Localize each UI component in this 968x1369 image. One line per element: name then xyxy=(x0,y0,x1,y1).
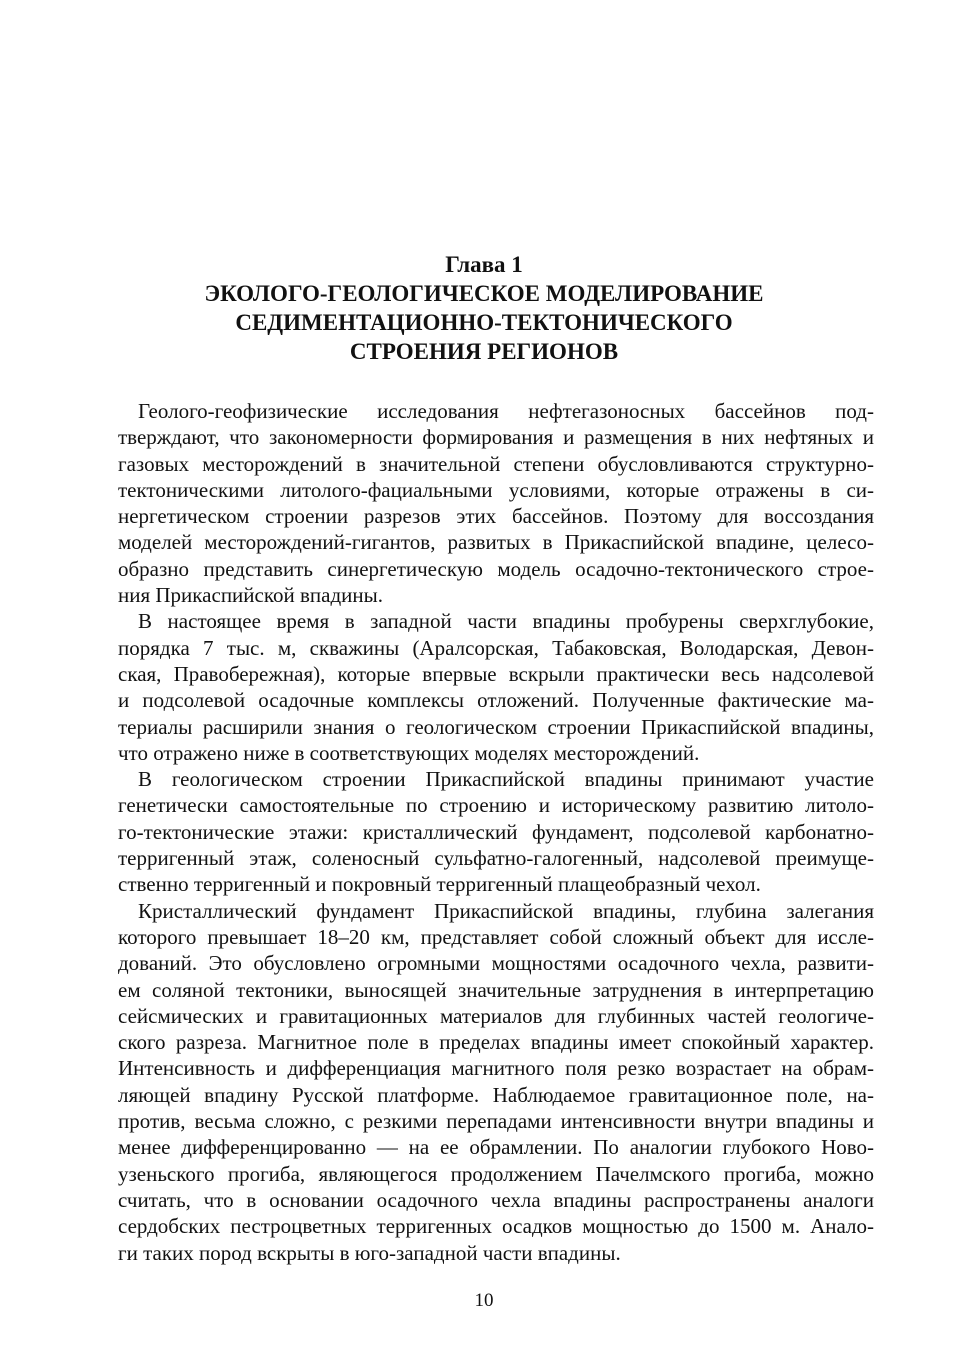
text-line: которого превышает 18–20 км, представляет собой сложный объект для иссле- xyxy=(118,924,874,949)
text-line: В геологическом строении Прикаспийской впадины принимают участие xyxy=(138,767,874,792)
text-line: моделей месторождений-гигантов, развитых в Прикаспийской впадине, целесо- xyxy=(118,530,874,555)
chapter-title-line: СЕДИМЕНТАЦИОННО-ТЕКТОНИЧЕСКОГО xyxy=(235,310,733,335)
text-line: го-тектонические этажи: кристаллический фундамент, подсолевой карбонатно- xyxy=(118,819,874,844)
text-line: и подсолевой осадочные комплексы отложений. Полученные фактические ма- xyxy=(118,688,874,713)
chapter-title-line: СТРОЕНИЯ РЕГИОНОВ xyxy=(349,339,619,364)
text-line: ственно терригенный и покровный терригенный плащеобразный чехол. xyxy=(118,872,761,897)
text-line: ляющей впадину Русской платформе. Наблюдаемое гравитационное поле, на- xyxy=(118,1082,874,1107)
chapter-number: Глава 1 xyxy=(445,252,523,277)
text-line: Кристаллический фундамент Прикаспийской впадины, глубина залегания xyxy=(138,898,874,923)
text-line: Геолого-геофизические исследования нефтегазоносных бассейнов под- xyxy=(138,399,874,423)
text-line: что отражено ниже в соответствующих моделях месторождений. xyxy=(118,740,700,765)
chapter-title-line: ЭКОЛОГО-ГЕОЛОГИЧЕСКОЕ МОДЕЛИРОВАНИЕ xyxy=(204,281,764,306)
text-line: дований. Это обусловлено огромными мощностями осадочного чехла, развити- xyxy=(118,951,874,976)
text-line: ния Прикаспийской впадины. xyxy=(118,583,383,608)
text-line: ского разреза. Магнитное поле в пределах впадины имеет спокойный характер. xyxy=(118,1030,874,1055)
text-line: менее дифференцированно — на ее обрамлении. По аналогии глубокого Ново- xyxy=(118,1135,874,1160)
text-line: узеньского прогиба, являющегося продолжением Пачелмского прогиба, можно xyxy=(118,1161,874,1186)
text-line: терригенный этаж, соленосный сульфатно-галогенный, надсолевой преимуще- xyxy=(118,846,874,871)
text-line: газовых месторождений в значительной степени обусловливаются структурно- xyxy=(118,451,874,476)
text-line: тверждают, что закономерности формирования и размещения в них нефтяных и xyxy=(118,425,874,450)
text-line: сердобских пестроцветных терригенных осадков мощностью до 1500 м. Анало- xyxy=(118,1214,874,1239)
paragraph xyxy=(118,398,874,608)
text-line: ская, Правобережная), которые впервые вскрыли практически весь надсолевой xyxy=(118,661,874,686)
text-line: порядка 7 тыс. м, скважины (Аралсорская, Табаковская, Володарская, Девон- xyxy=(118,635,874,660)
chapter-heading xyxy=(100,250,868,366)
text-line: нергетическом строении разрезов этих бассейнов. Поэтому для воссоздания xyxy=(118,504,874,529)
paragraph xyxy=(118,898,874,1266)
chapter-title xyxy=(100,279,868,366)
body-text xyxy=(118,398,874,1266)
text-line: териалы расширили знания о геологическом строении Прикаспийской впадины, xyxy=(118,714,874,739)
text-line: В настоящее время в западной части впадины пробурены сверхглубокие, xyxy=(138,609,874,634)
paragraph xyxy=(118,608,874,766)
text-line: ги таких пород вскрыты в юго-западной части впадины. xyxy=(118,1240,621,1265)
text-line: тектоническими литолого-фациальными условиями, которые отражены в си- xyxy=(118,477,874,502)
text-line: считать, что в основании осадочного чехла впадины распространены аналоги xyxy=(118,1187,874,1212)
text-line: против, весьма сложно, с резкими перепадами интенсивности внутри впадины и xyxy=(118,1109,874,1134)
text-line: образно представить синергетическую модель осадочно-тектонического строе- xyxy=(118,556,874,581)
text-line: сейсмических и гравитационных материалов для глубинных частей геологиче- xyxy=(118,1003,874,1028)
text-line: генетически самостоятельные по строению и историческому развитию литоло- xyxy=(118,793,874,818)
paragraph xyxy=(118,766,874,897)
page-number: 10 xyxy=(474,1290,494,1311)
text-line: Интенсивность и дифференциация магнитного поля резко возрастает на обрам- xyxy=(118,1056,874,1081)
text-line: ем соляной тектоники, выносящей значительные затруднения в интерпретацию xyxy=(118,977,874,1002)
